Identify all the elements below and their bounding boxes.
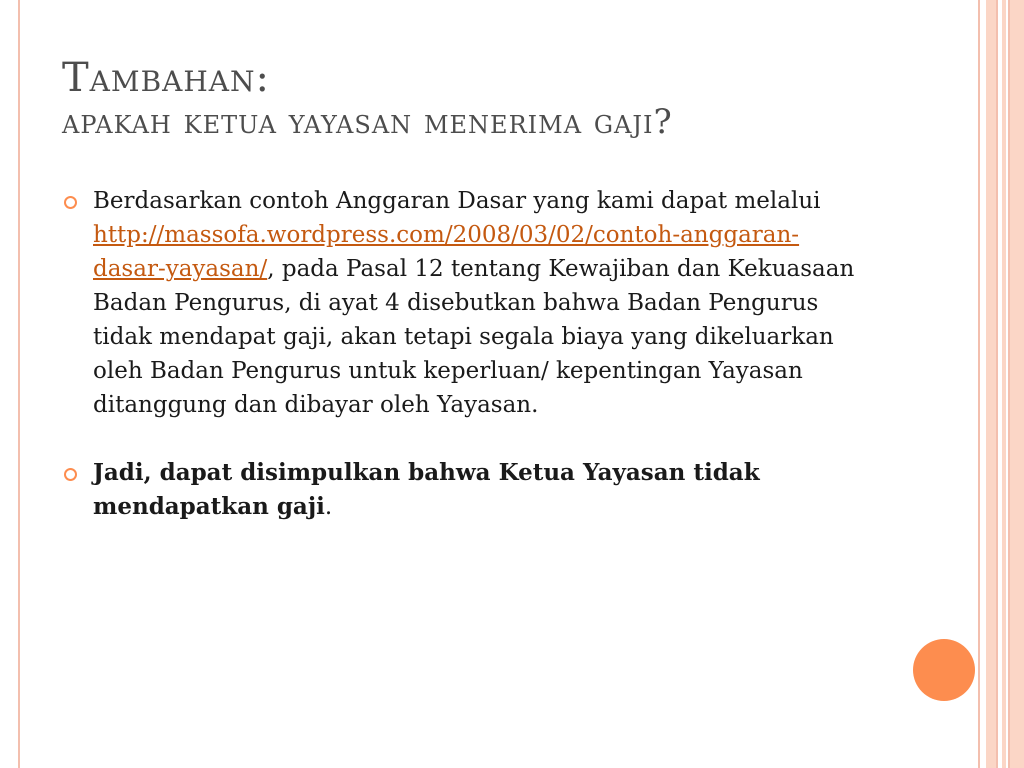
decorative-stripe [996,0,998,768]
decorative-stripe [978,0,980,768]
decorative-stripe [986,0,996,768]
bullet-item [62,184,862,422]
conclusion-text: Jadi, dapat disimpulkan bahwa Ketua Yayasan tidak mendapatkan gaji [93,459,760,520]
title-line-2: apakah ketua yayasan menerima gaji? [62,102,673,142]
bullet-item [62,456,862,524]
bullet-circle-icon [64,196,77,209]
decorative-circle [913,639,975,701]
reference-link[interactable]: http://massofa.wordpress.com/2008/03/02/contoh-anggaran-dasar-yayasan/ [93,222,800,282]
bullet-circle-icon [64,468,77,481]
title-line-1: Tambahan: [62,55,270,101]
slide-title [62,52,942,148]
decorative-stripe [1002,0,1006,768]
bullet-text: Berdasarkan contoh Anggaran Dasar yang kami dapat melalui [93,188,821,214]
decorative-stripe [1010,0,1024,768]
conclusion-period: . [324,494,333,520]
slide-body [62,184,862,524]
bullet-text-continued: , pada Pasal 12 tentang Kewajiban dan Kekuasaan Badan Pengurus, di ayat 4 disebutkan bahwa Badan Pengurus tidak mendapat gaji, akan tetapi segala biaya yang dikeluarkan oleh Badan Pengurus untuk keperluan/ kepentingan Yayasan ditanggung dan dibayar oleh Yayasan. [93,256,855,418]
